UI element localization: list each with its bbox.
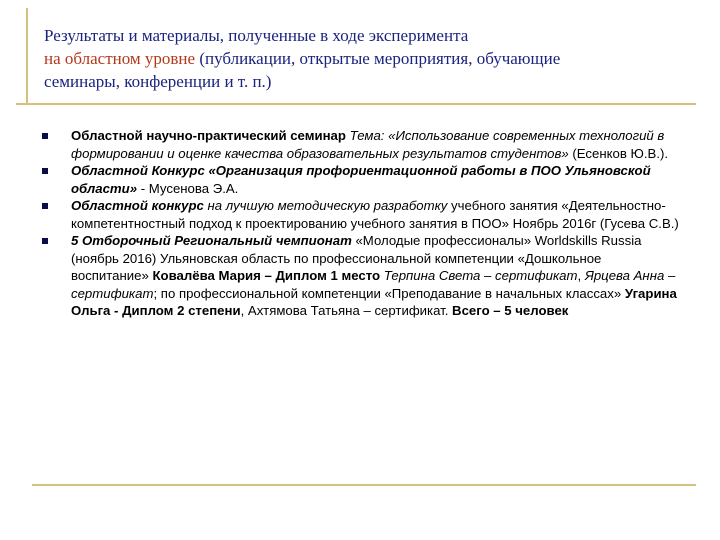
list-item xyxy=(42,197,682,232)
bullet-icon xyxy=(42,168,48,174)
item-separator: , xyxy=(577,268,582,283)
list-item xyxy=(42,162,682,197)
bullet-icon xyxy=(42,238,48,244)
item-award: Угарина Ольга - Диплом 2 степени xyxy=(71,285,677,318)
list-item xyxy=(42,127,682,162)
item-author: (Есенков Ю.В.). xyxy=(568,145,669,161)
decorative-vertical-line xyxy=(26,8,28,103)
item-certificate: Ярцева Анна – сертификат xyxy=(71,268,676,301)
item-author: - Мусенова Э.А. xyxy=(137,180,239,196)
bullet-icon xyxy=(42,133,48,139)
title-line-3: семинары, конференции и т. п.) xyxy=(44,72,272,91)
item-heading: Областной конкурс xyxy=(71,198,204,213)
title-line-1: Результаты и материалы, полученные в ходе эксперимента xyxy=(44,26,469,45)
item-certificate: Терпина Света – сертификат xyxy=(380,268,578,283)
list-item xyxy=(42,232,682,320)
title-highlight: на областном уровне xyxy=(44,49,196,68)
item-details: «Молодые профессионалы» Worldskills Russia (ноябрь 2016) Ульяновская область по профессиональной компетенции «Дошкольное воспитание» xyxy=(71,233,642,283)
title-line-2 xyxy=(44,47,694,70)
item-heading: Областной научно-практический семинар xyxy=(71,128,346,143)
results-list xyxy=(42,127,682,320)
item-total: Всего – 5 человек xyxy=(448,303,569,318)
bullet-icon xyxy=(42,203,48,209)
title-divider xyxy=(16,103,696,105)
item-award: Ковалёва Мария – Диплом 1 место xyxy=(148,268,381,283)
item-topic: на лучшую методическую разработку xyxy=(203,198,448,213)
item-details: учебного занятия «Деятельностно-компетентностный подход к проектированию учебного занятия в ПОО» Ноябрь 2016г (Гусева С.В.) xyxy=(71,198,679,231)
item-topic: Тема: «Использование современных технологий в формировании и оценке качества образовательных результатов студентов» xyxy=(71,128,665,161)
bottom-divider xyxy=(32,484,696,486)
item-heading: Областной Конкурс «Организация профориентационной работы в ПОО Ульяновской области» xyxy=(71,163,651,196)
item-heading: 5 Отборочный Региональный чемпионат xyxy=(71,233,352,248)
item-details: ; по профессиональной компетенции «Преподавание в начальных классах» xyxy=(153,285,622,301)
item-certificate: , Ахтямова Татьяна – сертификат. xyxy=(240,303,449,318)
slide-title xyxy=(44,24,694,93)
title-line-2-rest: (публикации, открытые мероприятия, обучающие xyxy=(195,49,561,68)
